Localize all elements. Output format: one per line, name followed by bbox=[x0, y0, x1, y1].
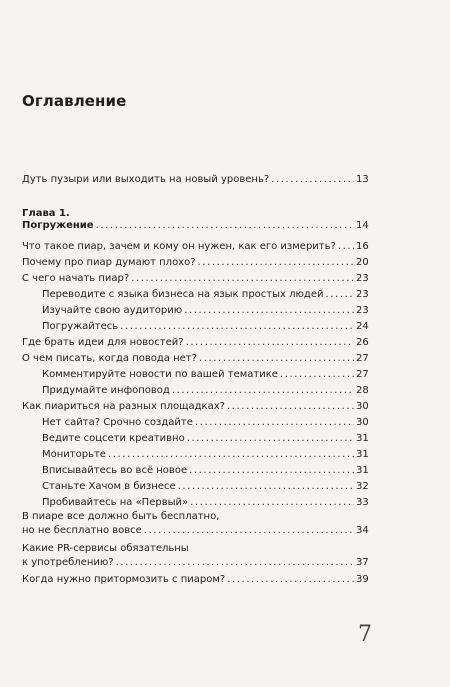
dot-leader bbox=[120, 321, 354, 333]
toc-entry-line1 bbox=[22, 511, 368, 523]
toc-entry-text: Переводите с языка бизнеса на язык простых людей bbox=[42, 289, 324, 300]
toc-subentry bbox=[42, 289, 368, 301]
dot-leader bbox=[116, 557, 354, 569]
toc-entry bbox=[22, 273, 368, 285]
toc-entry-line1 bbox=[22, 543, 368, 555]
toc-entry-page: 39 bbox=[356, 574, 369, 585]
toc-entry-text: Погружайтесь bbox=[42, 321, 119, 332]
dot-leader bbox=[186, 337, 354, 349]
toc-entry-page: 32 bbox=[356, 481, 369, 492]
toc-entry-page: 28 bbox=[356, 385, 369, 396]
toc-entry-text: Пробивайтесь на «Первый» bbox=[42, 497, 189, 508]
toc-entry-text: В пиаре все должно быть бесплатно, bbox=[22, 511, 220, 522]
toc-entry-page: 16 bbox=[356, 241, 369, 252]
toc-subentry bbox=[42, 433, 368, 445]
toc-entry-page: 34 bbox=[356, 525, 369, 536]
toc-entry-chapter bbox=[22, 220, 368, 232]
dot-leader bbox=[172, 385, 354, 397]
toc-entry bbox=[22, 241, 368, 253]
toc-subentry bbox=[42, 385, 368, 397]
toc-entry-text: С чего начать пиар? bbox=[22, 273, 130, 284]
dot-leader bbox=[96, 220, 354, 232]
dot-leader bbox=[271, 174, 354, 186]
toc-entry-page: 14 bbox=[356, 220, 369, 231]
toc-entry-page: 33 bbox=[356, 497, 369, 508]
toc-entry-page: 37 bbox=[356, 557, 369, 568]
dot-leader bbox=[195, 417, 354, 429]
toc-entry-text: Станьте Хачом в бизнесе bbox=[42, 481, 176, 492]
toc-entry bbox=[22, 353, 368, 365]
toc-entry-page: 20 bbox=[356, 257, 369, 268]
toc-entry-text: Придумайте инфоповод bbox=[42, 385, 170, 396]
chapter-title: Погружение bbox=[22, 220, 94, 231]
toc-entry-text: Изучайте свою аудиторию bbox=[42, 305, 183, 316]
toc-entry-text: Почему про пиар думают плохо? bbox=[22, 257, 196, 268]
page-number: 7 bbox=[358, 622, 372, 647]
toc-heading: Оглавление bbox=[22, 92, 127, 110]
toc-entry-text: Что такое пиар, зачем и кому он нужен, как его измерить? bbox=[22, 241, 336, 252]
toc-subentry bbox=[42, 369, 368, 381]
chapter-label: Глава 1. bbox=[22, 208, 70, 219]
toc-entry-page: 31 bbox=[356, 433, 369, 444]
toc-subentry bbox=[42, 305, 368, 317]
toc-entry-text: но не бесплатно вовсе bbox=[22, 525, 142, 536]
toc-entry-page: 27 bbox=[356, 369, 369, 380]
dot-leader bbox=[190, 497, 354, 509]
dot-leader bbox=[227, 401, 354, 413]
toc-entry-text: Мониторьте bbox=[42, 449, 106, 460]
dot-leader bbox=[144, 525, 354, 537]
toc-subentry bbox=[42, 497, 368, 509]
toc-entry-page: 30 bbox=[356, 417, 369, 428]
dot-leader bbox=[198, 257, 354, 269]
toc-entry-page: 23 bbox=[356, 305, 369, 316]
toc-entry-text: к употреблению? bbox=[22, 557, 114, 568]
dot-leader bbox=[178, 481, 354, 493]
dot-leader bbox=[131, 273, 354, 285]
toc-entry-text: Ведите соцсети креативно bbox=[42, 433, 185, 444]
toc-subentry bbox=[42, 481, 368, 493]
toc-entry-text: Дуть пузыри или выходить на новый уровень? bbox=[22, 174, 270, 185]
dot-leader bbox=[227, 574, 354, 586]
dot-leader bbox=[184, 305, 354, 317]
dot-leader bbox=[189, 465, 354, 477]
toc-entry bbox=[22, 337, 368, 349]
toc-entry bbox=[22, 401, 368, 413]
toc-entry-page: 23 bbox=[356, 273, 369, 284]
toc-entry-intro bbox=[22, 174, 368, 186]
toc-entry-text: Когда нужно притормозить с пиаром? bbox=[22, 574, 226, 585]
toc-entry-page: 30 bbox=[356, 401, 369, 412]
toc-entry-text: Где брать идеи для новостей? bbox=[22, 337, 184, 348]
toc-entry-text: Какие PR-сервисы обязательны bbox=[22, 543, 189, 554]
dot-leader bbox=[187, 433, 354, 445]
toc-entry-page: 24 bbox=[356, 321, 369, 332]
toc-subentry bbox=[42, 449, 368, 461]
toc-entry-text: Вписывайтесь во всё новое bbox=[42, 465, 188, 476]
toc-entry-page: 27 bbox=[356, 353, 369, 364]
toc-subentry bbox=[42, 417, 368, 429]
dot-leader bbox=[325, 289, 354, 301]
toc-entry-text: Нет сайта? Срочно создайте bbox=[42, 417, 193, 428]
toc-entry bbox=[22, 257, 368, 269]
toc-entry-text: Как пиариться на разных площадках? bbox=[22, 401, 225, 412]
dot-leader bbox=[199, 353, 354, 365]
toc-entry-text: О чем писать, когда повода нет? bbox=[22, 353, 197, 364]
toc-entry-page: 26 bbox=[356, 337, 369, 348]
toc-entry bbox=[22, 574, 368, 586]
toc-subentry bbox=[42, 321, 368, 333]
toc-entry-page: 31 bbox=[356, 465, 369, 476]
dot-leader bbox=[280, 369, 354, 381]
dot-leader bbox=[108, 449, 354, 461]
toc-entry-page: 13 bbox=[356, 174, 369, 185]
dot-leader bbox=[338, 241, 354, 253]
toc-subentry bbox=[42, 465, 368, 477]
toc-entry-page: 23 bbox=[356, 289, 369, 300]
toc-entry-page: 31 bbox=[356, 449, 369, 460]
toc-entry bbox=[22, 525, 368, 537]
toc-entry bbox=[22, 557, 368, 569]
toc-entry-text: Комментируйте новости по вашей тематике bbox=[42, 369, 278, 380]
